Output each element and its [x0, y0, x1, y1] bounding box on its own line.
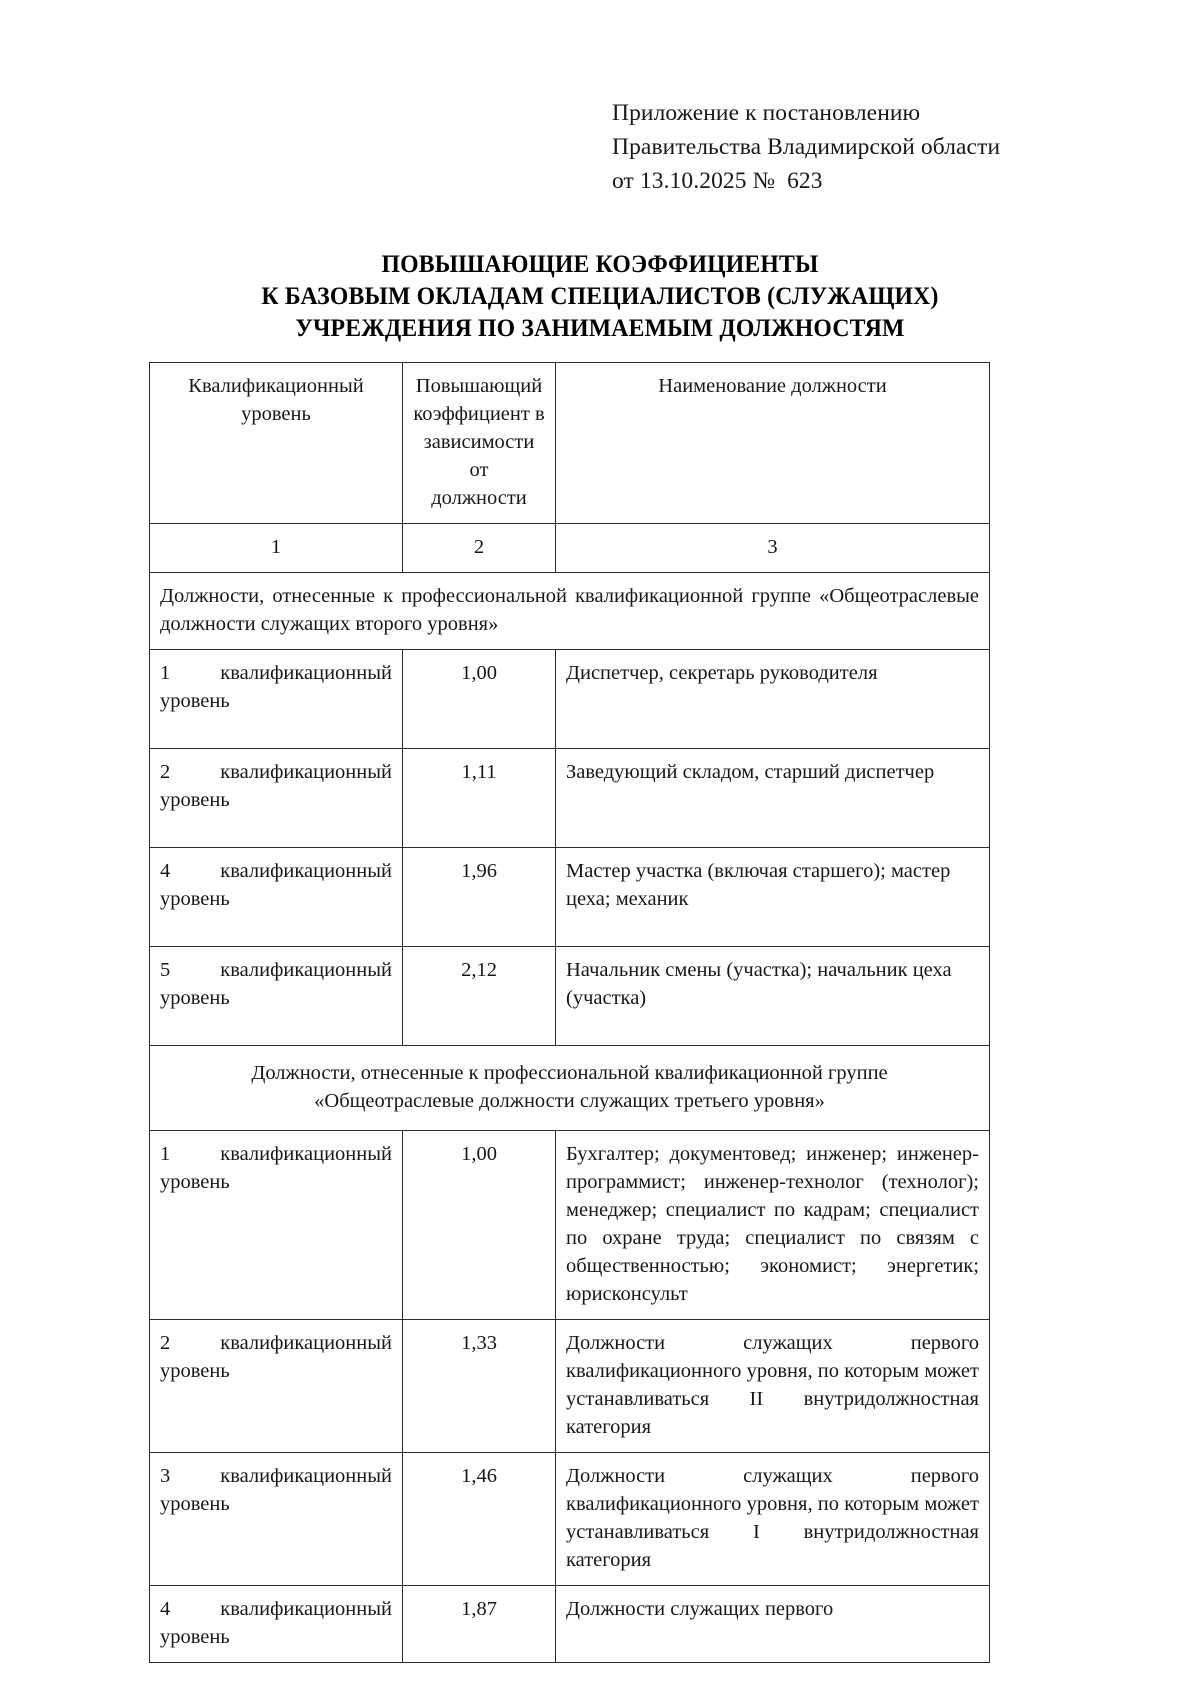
table-row	[150, 1131, 990, 1320]
cell-coefficient: 1,00	[403, 650, 556, 749]
cell-positions: Должности служащих первого квалификационного уровня, по которым может устанавливаться I внутридолжностная категория	[556, 1453, 990, 1586]
table-row	[150, 848, 990, 947]
column-number-2: 2	[403, 524, 556, 573]
section-heading-row	[150, 573, 990, 650]
header-cell-coefficient	[403, 363, 556, 524]
cell-coefficient: 1,11	[403, 749, 556, 848]
cell-level: 2 квалификационный уровень	[150, 1320, 403, 1453]
table-row	[150, 1586, 990, 1663]
cell-positions: Бухгалтер; документовед; инженер; инженер-программист; инженер-технолог (технолог); менеджер; специалист по кадрам; специалист по охране труда; специалист по связям с общественностью; экономист; энергетик; юрисконсульт	[556, 1131, 990, 1320]
reference-line-1: Приложение к постановлению	[612, 100, 921, 126]
table-row	[150, 1453, 990, 1586]
cell-level: 1 квалификационный уровень	[150, 650, 403, 749]
cell-level: 1 квалификационный уровень	[150, 1131, 403, 1320]
cell-level: 5 квалификационный уровень	[150, 947, 403, 1046]
cell-coefficient: 1,46	[403, 1453, 556, 1586]
cell-positions: Мастер участка (включая старшего); мастер цеха; механик	[556, 848, 990, 947]
table-row	[150, 749, 990, 848]
section-heading-third-level: Должности, отнесенные к профессиональной квалификационной группе «Общеотраслевые должности служащих третьего уровня»	[150, 1046, 990, 1131]
coefficients-table	[149, 362, 990, 1663]
header-cell-level: Квалификационный уровень	[150, 363, 403, 524]
title-line-2: К БАЗОВЫМ ОКЛАДАМ СПЕЦИАЛИСТОВ (СЛУЖАЩИХ)	[261, 281, 939, 310]
coefficients-table-wrapper	[149, 362, 989, 1663]
header-coefficient-line-2: коэффициент в	[413, 403, 545, 425]
cell-positions: Заведующий складом, старший диспетчер	[556, 749, 990, 848]
cell-positions: Начальник смены (участка); начальник цеха (участка)	[556, 947, 990, 1046]
header-coefficient-line-4: должности	[431, 487, 527, 509]
cell-coefficient: 2,12	[403, 947, 556, 1046]
cell-level: 3 квалификационный уровень	[150, 1453, 403, 1586]
cell-coefficient: 1,33	[403, 1320, 556, 1453]
cell-positions: Должности служащих первого квалификационного уровня, по которым может устанавливаться II внутридолжностная категория	[556, 1320, 990, 1453]
appendix-reference-block	[612, 96, 1132, 198]
cell-level: 2 квалификационный уровень	[150, 749, 403, 848]
cell-level: 4 квалификационный уровень	[150, 1586, 403, 1663]
reference-line-3: от 13.10.2025 № 623	[612, 168, 823, 194]
table-header-row	[150, 363, 990, 524]
cell-coefficient: 1,00	[403, 1131, 556, 1320]
title-line-1: ПОВЫШАЮЩИЕ КОЭФФИЦИЕНТЫ	[381, 249, 819, 278]
header-coefficient-line-1: Повышающий	[415, 375, 543, 397]
cell-positions: Диспетчер, секретарь руководителя	[556, 650, 990, 749]
section-heading-row	[150, 1046, 990, 1131]
column-number-1: 1	[150, 524, 403, 573]
header-coefficient-line-3: зависимости от	[423, 431, 535, 481]
table-row	[150, 947, 990, 1046]
column-number-3: 3	[556, 524, 990, 573]
page-title	[182, 248, 1019, 344]
section-heading-second-level: Должности, отнесенные к профессиональной квалификационной группе «Общеотраслевые должности служащих второго уровня»	[150, 573, 990, 650]
table-row	[150, 1320, 990, 1453]
reference-line-2: Правительства Владимирской области	[612, 134, 1001, 160]
cell-level: 4 квалификационный уровень	[150, 848, 403, 947]
cell-positions: Должности служащих первого	[556, 1586, 990, 1663]
column-number-row	[150, 524, 990, 573]
table-row	[150, 650, 990, 749]
title-line-3: УЧРЕЖДЕНИЯ ПО ЗАНИМАЕМЫМ ДОЛЖНОСТЯМ	[295, 313, 905, 342]
header-cell-position-name: Наименование должности	[556, 363, 990, 524]
cell-coefficient: 1,87	[403, 1586, 556, 1663]
cell-coefficient: 1,96	[403, 848, 556, 947]
